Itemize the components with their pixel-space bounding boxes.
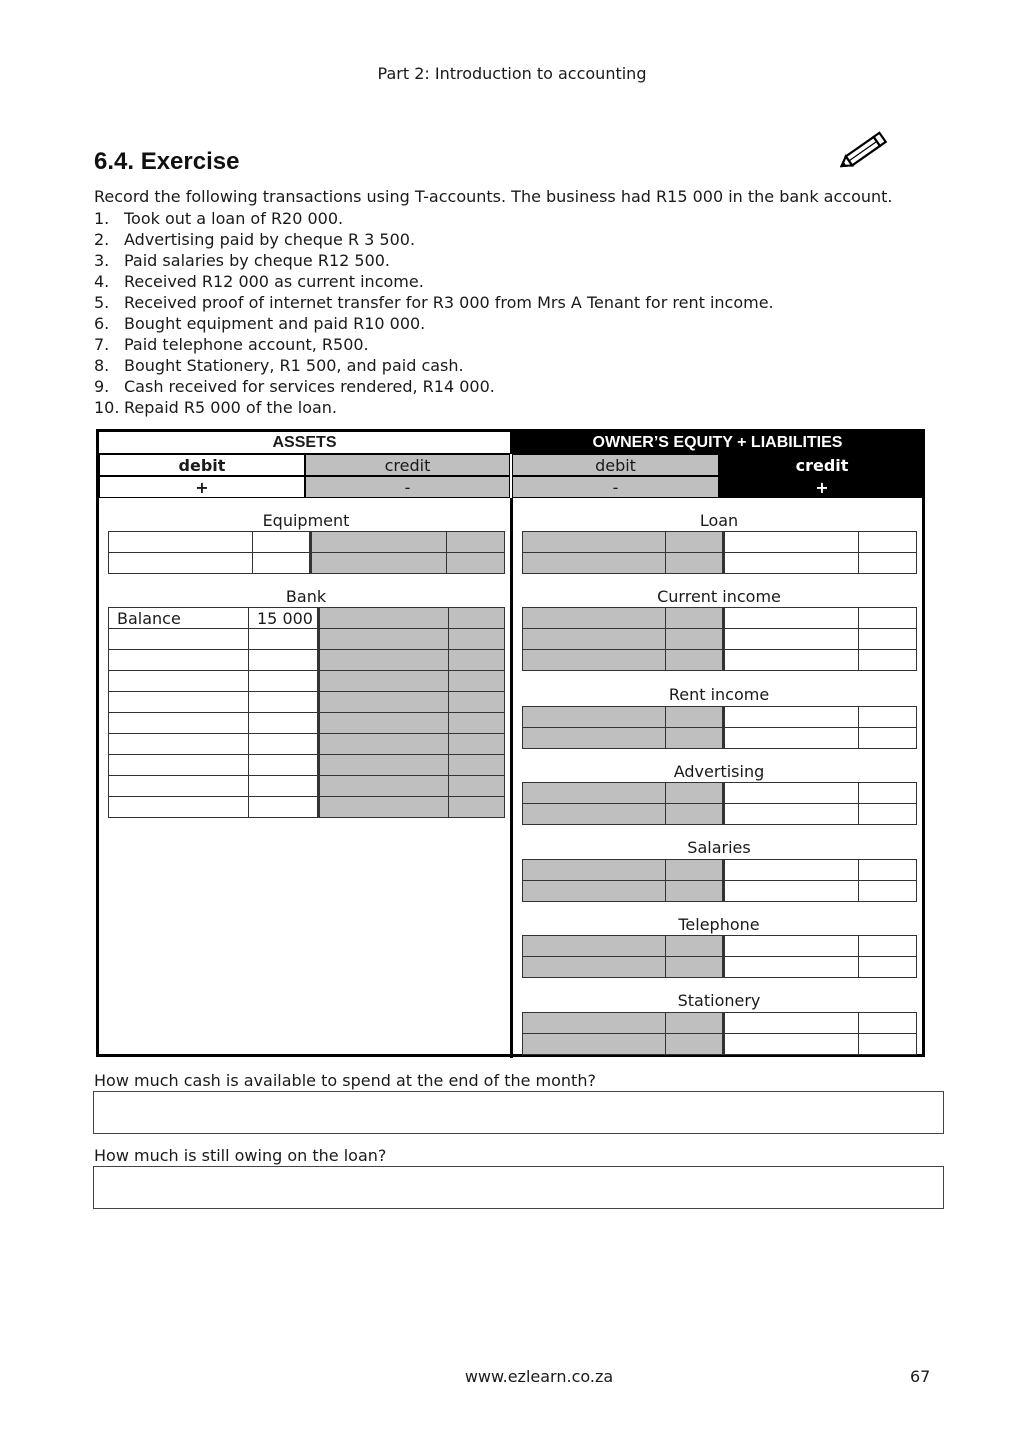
table-row xyxy=(523,728,917,749)
table-row xyxy=(523,650,917,671)
transaction-text: Bought Stationery, R1 500, and paid cash. xyxy=(124,356,464,375)
bank-balance-amount: 15 000 xyxy=(249,608,319,629)
account-title-salaries: Salaries xyxy=(687,838,751,857)
assets-debit-label: debit xyxy=(99,454,305,476)
page-number: 67 xyxy=(910,1367,931,1386)
table-row xyxy=(523,1013,917,1034)
footer-url: www.ezlearn.co.za xyxy=(464,1367,614,1386)
list-item xyxy=(94,271,774,292)
transaction-text: Took out a loan of R20 000. xyxy=(124,209,344,228)
t-account-loan xyxy=(522,531,917,574)
assets-debit-sign: + xyxy=(99,476,305,498)
t-account-salaries xyxy=(522,859,917,902)
list-item xyxy=(94,334,774,355)
t-account-current-income xyxy=(522,607,917,671)
assets-credit-sign: - xyxy=(305,476,510,498)
transaction-number: 6. xyxy=(94,314,110,333)
list-item xyxy=(94,397,774,418)
pencil-icon xyxy=(836,128,892,174)
transaction-number: 4. xyxy=(94,272,110,291)
table-row xyxy=(523,936,917,957)
account-title-telephone: Telephone xyxy=(678,915,760,934)
table-row xyxy=(109,755,505,776)
answer-box-cash-available[interactable] xyxy=(93,1091,944,1134)
transaction-text: Received R12 000 as current income. xyxy=(124,272,424,291)
table-row xyxy=(109,532,505,553)
transaction-text: Repaid R5 000 of the loan. xyxy=(124,398,338,417)
running-header: Part 2: Introduction to accounting xyxy=(377,64,647,83)
transaction-number: 2. xyxy=(94,230,110,249)
t-account-rent-income xyxy=(522,706,917,749)
list-item xyxy=(94,208,774,229)
question-cash-available: How much cash is available to spend at the end of the month? xyxy=(94,1071,596,1090)
table-row xyxy=(523,860,917,881)
list-item xyxy=(94,313,774,334)
table-row xyxy=(109,734,505,755)
table-row xyxy=(523,804,917,825)
table-row xyxy=(523,553,917,574)
transaction-list xyxy=(94,208,774,418)
table-row xyxy=(109,797,505,818)
t-account-equipment xyxy=(108,531,505,574)
table-row xyxy=(523,707,917,728)
list-item xyxy=(94,376,774,397)
transaction-number: 7. xyxy=(94,335,110,354)
transaction-text: Paid salaries by cheque R12 500. xyxy=(124,251,391,270)
transaction-number: 10. xyxy=(94,398,120,417)
bank-balance-label: Balance xyxy=(109,608,249,629)
owners-equity-liabilities-header: OWNER’S EQUITY + LIABILITIES xyxy=(510,432,925,454)
list-item xyxy=(94,250,774,271)
section-title: 6.4. Exercise xyxy=(94,148,240,175)
table-row xyxy=(523,629,917,650)
table-row xyxy=(109,671,505,692)
table-row xyxy=(109,608,505,629)
table-row xyxy=(109,650,505,671)
account-title-current-income: Current income xyxy=(657,587,781,606)
transaction-text: Received proof of internet transfer for R3 000 from Mrs A Tenant for rent income. xyxy=(124,293,774,312)
account-title-equipment: Equipment xyxy=(262,511,350,530)
oel-credit-label: credit xyxy=(719,454,925,476)
account-title-rent-income: Rent income xyxy=(668,685,770,704)
t-account-telephone xyxy=(522,935,917,978)
table-row xyxy=(523,783,917,804)
list-item xyxy=(94,292,774,313)
table-row xyxy=(523,1034,917,1055)
transaction-number: 1. xyxy=(94,209,110,228)
account-title-advertising: Advertising xyxy=(673,762,765,781)
t-account-bank xyxy=(108,607,505,818)
account-title-loan: Loan xyxy=(699,511,739,530)
transaction-number: 9. xyxy=(94,377,110,396)
transaction-text: Paid telephone account, R500. xyxy=(124,335,369,354)
exercise-instructions: Record the following transactions using T-accounts. The business had R15 000 in the bank account. xyxy=(94,187,893,206)
table-row xyxy=(523,608,917,629)
oel-debit-label: debit xyxy=(512,454,719,476)
transaction-text: Cash received for services rendered, R14 000. xyxy=(124,377,495,396)
table-row xyxy=(109,713,505,734)
table-row xyxy=(523,881,917,902)
assets-header: ASSETS xyxy=(99,432,510,454)
table-row xyxy=(523,957,917,978)
table-row xyxy=(109,776,505,797)
question-loan-owing: How much is still owing on the loan? xyxy=(94,1146,387,1165)
table-row xyxy=(523,532,917,553)
table-row xyxy=(109,692,505,713)
t-account-stationery xyxy=(522,1012,917,1055)
transaction-text: Advertising paid by cheque R 3 500. xyxy=(124,230,416,249)
oel-credit-sign: + xyxy=(719,476,925,498)
transaction-text: Bought equipment and paid R10 000. xyxy=(124,314,426,333)
table-row xyxy=(109,553,505,574)
oel-debit-sign: - xyxy=(512,476,719,498)
table-row xyxy=(109,629,505,650)
list-item xyxy=(94,229,774,250)
account-title-bank: Bank xyxy=(285,587,327,606)
transaction-number: 8. xyxy=(94,356,110,375)
answer-box-loan-owing[interactable] xyxy=(93,1166,944,1209)
transaction-number: 5. xyxy=(94,293,110,312)
account-title-stationery: Stationery xyxy=(677,991,761,1010)
list-item xyxy=(94,355,774,376)
assets-credit-label: credit xyxy=(305,454,510,476)
t-account-advertising xyxy=(522,782,917,825)
frame-divider xyxy=(510,498,513,1058)
transaction-number: 3. xyxy=(94,251,110,270)
